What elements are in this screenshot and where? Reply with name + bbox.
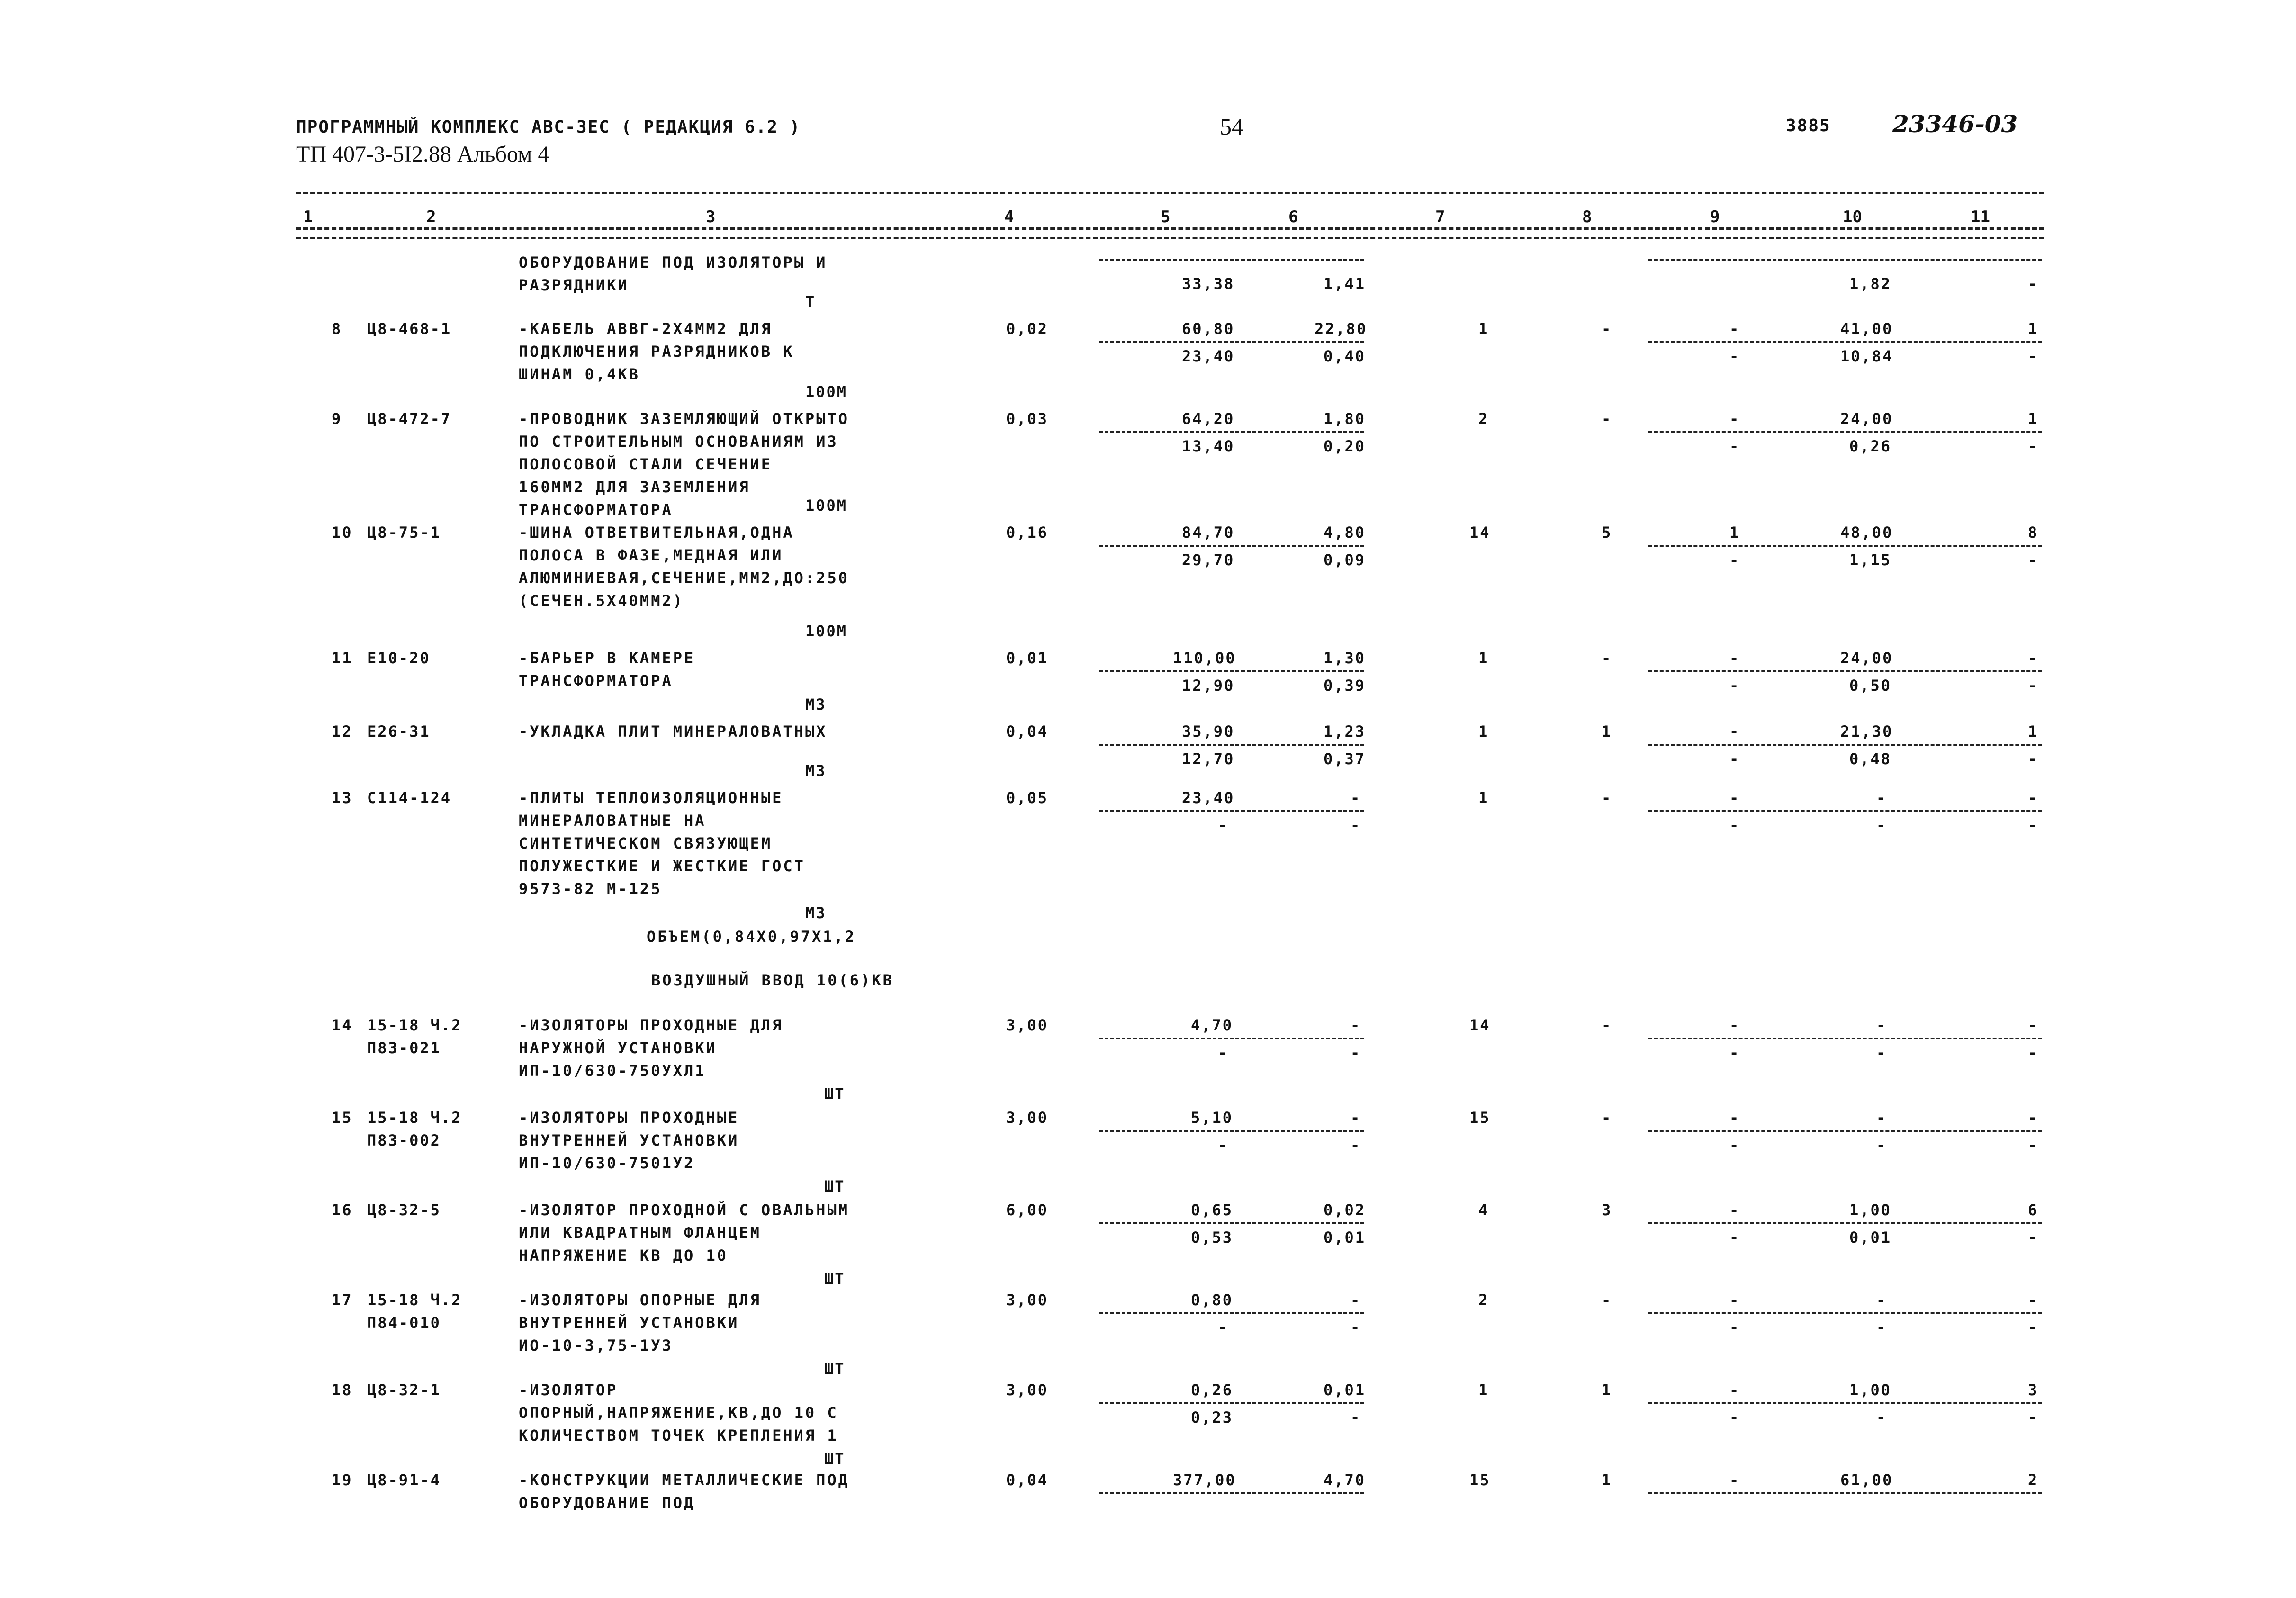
cell-c8: - [1602, 1291, 1612, 1309]
cell-c5: 60,80 [1182, 320, 1235, 338]
cell-c10: - [1876, 1291, 1887, 1309]
cell-c8: - [1602, 410, 1612, 428]
cell-c10: 24,00 [1840, 649, 1893, 667]
cell-c10-bottom: 0,01 [1849, 1228, 1892, 1246]
row-number: 16 [332, 1201, 353, 1219]
page-number: 54 [1220, 113, 1243, 140]
cell-c8: - [1602, 1016, 1612, 1034]
cell-c4: 0,04 [1006, 1471, 1049, 1489]
row-description: -ИЗОЛЯТОРЫ ПРОХОДНЫЕ ДЛЯ НАРУЖНОЙ УСТАНОВКИ ИП-10/630-750УХЛ1 [519, 1016, 783, 1080]
cell-c6: 0,01 [1324, 1381, 1366, 1399]
cell-c8: 3 [1602, 1201, 1612, 1219]
cell-c4: 3,00 [1006, 1109, 1049, 1127]
cell-c9: - [1729, 1201, 1740, 1219]
unit-label: ШТ [824, 1085, 846, 1103]
cell-c4: 0,16 [1006, 524, 1049, 542]
cell-c8: - [1602, 1109, 1612, 1127]
row-number: 8 [332, 320, 342, 338]
cell-c5-bottom: 12,90 [1182, 677, 1235, 695]
cell-c5: 4,70 [1191, 1016, 1234, 1034]
fraction-rule [1099, 1312, 1364, 1314]
fraction-rule [1648, 1492, 2042, 1494]
album-header: ТП 407-3-5I2.88 Альбом 4 [296, 142, 549, 167]
unit-label: М3 [805, 762, 827, 780]
cell-c4: 6,00 [1006, 1201, 1049, 1219]
unit-label: ШТ [824, 1177, 846, 1195]
cell-c7: 15 [1469, 1109, 1491, 1127]
cell-c5: 23,40 [1182, 789, 1235, 807]
cell-c5-bottom: 12,70 [1182, 750, 1235, 768]
cell-c6: 22,80 [1315, 320, 1368, 338]
row-description: -ИЗОЛЯТОР ПРОХОДНОЙ С ОВАЛЬНЫМ ИЛИ КВАДРАТНЫМ ФЛАНЦЕМ НАПРЯЖЕНИЕ КВ ДО 10 [519, 1201, 849, 1264]
row-description: -КОНСТРУКЦИИ МЕТАЛЛИЧЕСКИЕ ПОД ОБОРУДОВАНИЕ ПОД [519, 1471, 849, 1512]
row-code: 15-18 Ч.2 П84-010 [367, 1291, 462, 1332]
cell-c6-bottom: 0,40 [1324, 347, 1366, 365]
cell-c5-bottom: - [1218, 1136, 1229, 1154]
cell-c4: 0,01 [1006, 649, 1049, 667]
fraction-rule [1099, 1222, 1364, 1224]
cell-c9: - [1729, 1109, 1740, 1127]
cell-c10-bottom: 1,82 [1849, 275, 1892, 293]
cell-c11-bottom: - [2028, 750, 2039, 768]
cell-c11: 8 [2028, 524, 2039, 542]
cell-c5-bottom: 33,38 [1182, 275, 1235, 293]
cell-c10-bottom: 1,15 [1849, 551, 1892, 569]
cell-c7: 1 [1478, 722, 1489, 740]
unit-label: М3 [805, 695, 827, 713]
cell-c9: - [1729, 649, 1740, 667]
fraction-rule [1099, 670, 1364, 672]
cell-c11-bottom: - [2028, 551, 2039, 569]
cell-c6: - [1351, 789, 1361, 807]
cell-c6: - [1351, 1291, 1361, 1309]
cell-c11: - [2028, 1016, 2039, 1034]
cell-c9: 1 [1729, 524, 1740, 542]
fraction-rule [1099, 1492, 1364, 1494]
cell-c5-bottom: - [1218, 1318, 1229, 1336]
cell-c6-bottom: - [1351, 1044, 1361, 1062]
cell-c11-bottom: - [2028, 1044, 2039, 1062]
cell-c11: - [2028, 649, 2039, 667]
row-number: 17 [332, 1291, 353, 1309]
cell-c9-bottom: - [1729, 1408, 1740, 1426]
cell-c5: 0,26 [1191, 1381, 1234, 1399]
cell-c10-bottom: - [1876, 1044, 1887, 1062]
cell-c9: - [1729, 722, 1740, 740]
cell-c7: 14 [1469, 1016, 1491, 1034]
row-number: 9 [332, 410, 342, 428]
cell-c6-bottom: - [1351, 1136, 1361, 1154]
row-code: Ц8-91-4 [367, 1471, 441, 1489]
cell-c7: 4 [1478, 1201, 1489, 1219]
cell-c9: - [1729, 410, 1740, 428]
cell-c11-bottom: - [2028, 437, 2039, 455]
header-bottom-rule [296, 227, 2044, 230]
cell-c10: - [1876, 1016, 1887, 1034]
fraction-rule [1099, 259, 1364, 261]
cell-c6-bottom: 0,01 [1324, 1228, 1366, 1246]
cell-c10: - [1876, 1109, 1887, 1127]
column-header-7: 7 [1435, 208, 1445, 226]
unit-label: 100М [805, 497, 848, 515]
cell-c9: - [1729, 1016, 1740, 1034]
row-code: Е10-20 [367, 649, 431, 667]
cell-c4: 3,00 [1006, 1016, 1049, 1034]
cell-c10: 61,00 [1840, 1471, 1893, 1489]
cell-c11: 6 [2028, 1201, 2039, 1219]
cell-c5-bottom: - [1218, 816, 1229, 834]
cell-c5: 64,20 [1182, 410, 1235, 428]
cell-c9-bottom: - [1729, 437, 1740, 455]
cell-c11: 3 [2028, 1381, 2039, 1399]
cell-c11-bottom: - [2028, 1318, 2039, 1336]
table-top-rule [296, 192, 2044, 194]
fraction-rule [1099, 431, 1364, 433]
cell-c9: - [1729, 789, 1740, 807]
fraction-rule [1648, 810, 2042, 812]
row-number: 12 [332, 722, 353, 740]
cell-c5-bottom: 13,40 [1182, 437, 1235, 455]
cell-c11: 1 [2028, 722, 2039, 740]
cell-c6-bottom: 0,20 [1324, 437, 1366, 455]
fraction-rule [1648, 259, 2042, 261]
cell-c10: 24,00 [1840, 410, 1893, 428]
fraction-rule [1099, 810, 1364, 812]
cell-c9-bottom: - [1729, 750, 1740, 768]
cell-c5: 377,00 [1173, 1471, 1236, 1489]
cell-c6: - [1351, 1016, 1361, 1034]
cell-c5: 0,80 [1191, 1291, 1234, 1309]
column-header-1: 1 [303, 208, 313, 226]
cell-c6-bottom: 0,37 [1324, 750, 1366, 768]
cell-c5: 0,65 [1191, 1201, 1234, 1219]
sheet-code: 3885 [1786, 116, 1831, 135]
row-code: Ц8-468-1 [367, 320, 452, 338]
cell-c4: 0,04 [1006, 722, 1049, 740]
cell-c7: 1 [1478, 1381, 1489, 1399]
row-number: 10 [332, 524, 353, 542]
row-code: 15-18 Ч.2 П83-002 [367, 1109, 462, 1149]
cell-c10: 1,00 [1849, 1381, 1892, 1399]
cell-c11-bottom: - [2028, 1136, 2039, 1154]
cell-c6: 1,80 [1324, 410, 1366, 428]
cell-c6-bottom: - [1351, 816, 1361, 834]
cell-c5-bottom: 0,23 [1191, 1408, 1234, 1426]
cell-c8: - [1602, 649, 1612, 667]
cell-c5: 35,90 [1182, 722, 1235, 740]
cell-c9-bottom: - [1729, 551, 1740, 569]
cell-c9-bottom: - [1729, 1044, 1740, 1062]
cell-c11: 1 [2028, 320, 2039, 338]
cell-c7: 15 [1469, 1471, 1491, 1489]
cell-c6-bottom: 0,09 [1324, 551, 1366, 569]
row-description: ОБОРУДОВАНИЕ ПОД ИЗОЛЯТОРЫ И РАЗРЯДНИКИ [519, 253, 828, 294]
cell-c10: 1,00 [1849, 1201, 1892, 1219]
cell-c11-bottom: - [2028, 1408, 2039, 1426]
cell-c6: 4,80 [1324, 524, 1366, 542]
cell-c6-bottom: 0,39 [1324, 677, 1366, 695]
cell-c10: 21,30 [1840, 722, 1893, 740]
fraction-rule [1099, 545, 1364, 547]
cell-c9-bottom: - [1729, 816, 1740, 834]
cell-c7: 2 [1478, 410, 1489, 428]
row-description: -ШИНА ОТВЕТВИТЕЛЬНАЯ,ОДНА ПОЛОСА В ФАЗЕ,МЕДНАЯ ИЛИ АЛЮМИНИЕВАЯ,СЕЧЕНИЕ,ММ2,ДО:250 (СЕЧЕН.5Х40ММ2) [519, 524, 849, 610]
cell-c8: 1 [1602, 1471, 1612, 1489]
cell-c11: - [2028, 1291, 2039, 1309]
cell-c10: - [1876, 789, 1887, 807]
column-header-9: 9 [1710, 208, 1720, 226]
column-header-10: 10 [1843, 208, 1862, 226]
cell-c6: 1,30 [1324, 649, 1366, 667]
row-description: -ИЗОЛЯТОР ОПОРНЫЙ,НАПРЯЖЕНИЕ,КВ,ДО 10 С КОЛИЧЕСТВОМ ТОЧЕК КРЕПЛЕНИЯ 1 [519, 1381, 838, 1445]
row-code: Ц8-75-1 [367, 524, 441, 542]
row-number: 11 [332, 649, 353, 667]
cell-c4: 0,03 [1006, 410, 1049, 428]
fraction-rule [1648, 431, 2042, 433]
row-number: 14 [332, 1016, 353, 1034]
cell-c10-bottom: - [1876, 1136, 1887, 1154]
fraction-rule [1648, 670, 2042, 672]
column-header-5: 5 [1161, 208, 1171, 226]
cell-c5-bottom: - [1218, 1044, 1229, 1062]
cell-c9: - [1729, 1291, 1740, 1309]
fraction-rule [1099, 1130, 1364, 1132]
cell-c5: 5,10 [1191, 1109, 1234, 1127]
cell-c4: 0,05 [1006, 789, 1049, 807]
cell-c11: - [2028, 789, 2039, 807]
cell-c9: - [1729, 1471, 1740, 1489]
cell-c11-bottom: - [2028, 275, 2039, 293]
cell-c4: 3,00 [1006, 1381, 1049, 1399]
row-description: -ИЗОЛЯТОРЫ ОПОРНЫЕ ДЛЯ ВНУТРЕННЕЙ УСТАНОВКИ ИО-10-3,75-1У3 [519, 1291, 761, 1354]
cell-c9-bottom: - [1729, 347, 1740, 365]
row-code: Ц8-32-5 [367, 1201, 441, 1219]
row-description: -БАРЬЕР В КАМЕРЕ ТРАНСФОРМАТОРА [519, 649, 695, 690]
fraction-rule [1099, 341, 1364, 343]
cell-c11: - [2028, 1109, 2039, 1127]
cell-c6: - [1351, 1109, 1361, 1127]
row-code: С114-124 [367, 789, 452, 807]
cell-c4: 0,02 [1006, 320, 1049, 338]
cell-c5-bottom: 29,70 [1182, 551, 1235, 569]
cell-c4: 3,00 [1006, 1291, 1049, 1309]
column-header-8: 8 [1582, 208, 1592, 226]
column-header-3: 3 [706, 208, 716, 226]
fraction-rule [1099, 744, 1364, 746]
fraction-rule [1648, 1222, 2042, 1224]
column-header-11: 11 [1971, 208, 1990, 226]
unit-label: ШТ [824, 1270, 846, 1288]
cell-c11-bottom: - [2028, 347, 2039, 365]
unit-label: Т [805, 293, 816, 311]
cell-c5-bottom: 0,53 [1191, 1228, 1234, 1246]
row-code: Ц8-472-7 [367, 410, 452, 428]
cell-c7: 2 [1478, 1291, 1489, 1309]
fraction-rule [1648, 1038, 2042, 1039]
cell-c9: - [1729, 1381, 1740, 1399]
unit-label: 100М [805, 383, 848, 401]
cell-c10-bottom: 0,48 [1849, 750, 1892, 768]
row-code: Е26-31 [367, 722, 431, 740]
column-header-4: 4 [1004, 208, 1014, 226]
cell-c10-bottom: - [1876, 1318, 1887, 1336]
fraction-rule [1648, 545, 2042, 547]
row-code: Ц8-32-1 [367, 1381, 441, 1399]
cell-c9: - [1729, 320, 1740, 338]
cell-c8: - [1602, 320, 1612, 338]
fraction-rule [1648, 744, 2042, 746]
cell-c10-bottom: - [1876, 1408, 1887, 1426]
column-header-2: 2 [426, 208, 436, 226]
cell-c6-bottom: - [1351, 1318, 1361, 1336]
cell-c7: 14 [1469, 524, 1491, 542]
fraction-rule [1099, 1038, 1364, 1039]
cell-c6: 4,70 [1324, 1471, 1366, 1489]
row-number: 15 [332, 1109, 353, 1127]
row-description: -ПЛИТЫ ТЕПЛОИЗОЛЯЦИОННЫЕ МИНЕРАЛОВАТНЫЕ НА СИНТЕТИЧЕСКОМ СВЯЗУЮЩЕМ ПОЛУЖЕСТКИЕ И ЖЕСТКИЕ ГОСТ 9573-82 М-125 [519, 789, 805, 898]
header-bottom-rule-2 [296, 237, 2044, 239]
cell-c5: 110,00 [1173, 649, 1236, 667]
cell-c10: 41,00 [1840, 320, 1893, 338]
cell-c7: 1 [1478, 320, 1489, 338]
cell-c10-bottom: 0,50 [1849, 677, 1892, 695]
fraction-rule [1099, 1402, 1364, 1404]
fraction-rule [1648, 1402, 2042, 1404]
cell-c11: 1 [2028, 410, 2039, 428]
cell-c11: 2 [2028, 1471, 2039, 1489]
column-header-6: 6 [1288, 208, 1298, 226]
cell-c11-bottom: - [2028, 816, 2039, 834]
fraction-rule [1648, 341, 2042, 343]
unit-label: ШТ [824, 1360, 846, 1378]
cell-c5: 84,70 [1182, 524, 1235, 542]
fraction-rule [1648, 1130, 2042, 1132]
row-number: 18 [332, 1381, 353, 1399]
row-description: -ИЗОЛЯТОРЫ ПРОХОДНЫЕ ВНУТРЕННЕЙ УСТАНОВКИ ИП-10/630-7501У2 [519, 1109, 739, 1172]
unit-label: 100М [805, 622, 848, 640]
cell-c10-bottom: - [1876, 816, 1887, 834]
cell-c11-bottom: - [2028, 1228, 2039, 1246]
cell-c8: - [1602, 789, 1612, 807]
cell-c6: 0,02 [1324, 1201, 1366, 1219]
unit-label: ШТ [824, 1450, 846, 1468]
document-number: 23346-03 [1892, 110, 2018, 138]
cell-c8: 1 [1602, 722, 1612, 740]
cell-c6-bottom: - [1351, 1408, 1361, 1426]
cell-c8: 1 [1602, 1381, 1612, 1399]
cell-c9-bottom: - [1729, 1318, 1740, 1336]
fraction-rule [1648, 1312, 2042, 1314]
row-description: -УКЛАДКА ПЛИТ МИНЕРАЛОВАТНЫХ [519, 722, 828, 740]
program-header: ПРОГРАММНЫЙ КОМПЛЕКС АВС-ЗЕС ( РЕДАКЦИЯ 6.2 ) [296, 117, 801, 137]
section-title: ВОЗДУШНЫЙ ВВОД 10(6)КВ [651, 971, 894, 989]
row-description: -ПРОВОДНИК ЗАЗЕМЛЯЮЩИЙ ОТКРЫТО ПО СТРОИТЕЛЬНЫМ ОСНОВАНИЯМ ИЗ ПОЛОСОВОЙ СТАЛИ СЕЧЕНИЕ 160ММ2 ДЛЯ ЗАЗЕМЛЕНИЯ ТРАНСФОРМАТОРА [519, 410, 849, 519]
cell-c9-bottom: - [1729, 1228, 1740, 1246]
cell-c7: 1 [1478, 649, 1489, 667]
cell-c9-bottom: - [1729, 677, 1740, 695]
cell-c7: 1 [1478, 789, 1489, 807]
cell-c10: 48,00 [1840, 524, 1893, 542]
row-description: -КАБЕЛЬ АВВГ-2Х4ММ2 ДЛЯ ПОДКЛЮЧЕНИЯ РАЗРЯДНИКОВ К ШИНАМ 0,4КВ [519, 320, 794, 383]
volume-note: ОБЪЕМ(0,84Х0,97Х1,2 [647, 928, 856, 946]
row-number: 19 [332, 1471, 353, 1489]
cell-c6-bottom: 1,41 [1324, 275, 1366, 293]
cell-c8: 5 [1602, 524, 1612, 542]
unit-label: М3 [805, 904, 827, 922]
cell-c6: 1,23 [1324, 722, 1366, 740]
row-code: 15-18 Ч.2 П83-021 [367, 1016, 462, 1057]
cell-c11-bottom: - [2028, 677, 2039, 695]
row-number: 13 [332, 789, 353, 807]
cell-c10-bottom: 0,26 [1849, 437, 1892, 455]
cell-c10-bottom: 10,84 [1840, 347, 1893, 365]
cell-c9-bottom: - [1729, 1136, 1740, 1154]
cell-c5-bottom: 23,40 [1182, 347, 1235, 365]
